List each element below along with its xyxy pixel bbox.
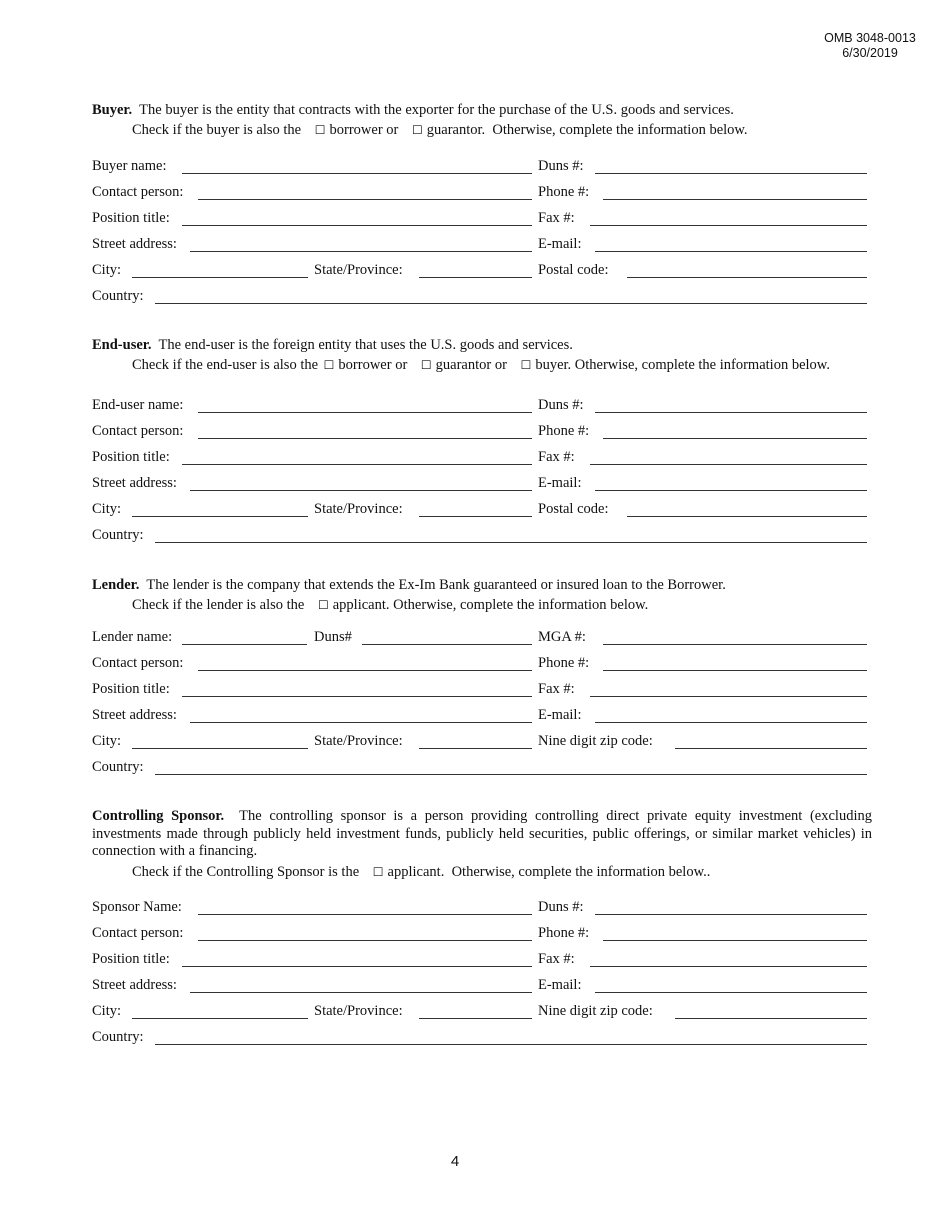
- enduser-opt-buyer: buyer.: [535, 357, 572, 373]
- enduser-intro-text: The end-user is the foreign entity that uses the U.S. goods and services.: [158, 337, 573, 353]
- sponsor-street-field[interactable]: [190, 992, 532, 993]
- enduser-intro: [92, 336, 872, 354]
- lender-intro: [92, 576, 872, 594]
- buyer-opt-guarantor: guarantor.: [426, 122, 486, 138]
- enduser-section: End-user. The end-user is the foreign entity that uses the U.S. goods and services. Check if the end-user is also the ☐ borrower or ☐ guarantor or ☐ buyer. Otherwise, complete the information below. End-user name: Duns #: Contact person: Phone #: Position title: Fax #: Street address: E-mail: City: State/Province: Postal code: Country:: [92, 336, 872, 551]
- enduser-email-field[interactable]: [595, 490, 867, 491]
- sponsor-intro: [92, 808, 872, 861]
- enduser-contact-field[interactable]: [198, 438, 532, 439]
- lender-city-field[interactable]: [132, 748, 308, 749]
- enduser-country-field[interactable]: [155, 542, 867, 543]
- enduser-duns-field[interactable]: [595, 412, 867, 413]
- sponsor-duns-field[interactable]: [595, 914, 867, 915]
- sponsor-check-line: Check if the Controlling Sponsor is the ☐ applicant. Otherwise, complete the information below..: [132, 863, 711, 880]
- lender-phone-field[interactable]: [603, 670, 867, 671]
- lender-section: Lender. The lender is the company that extends the Ex-Im Bank guaranteed or insured loan to the Borrower. Check if the lender is also the ☐ applicant. Otherwise, complete the information below. Lender name: Duns# MGA #: Contact person: Phone #: Position title: Fax #: Street address: E-mail: City: State/Province: Nine digit zip code: Country:: [92, 576, 872, 783]
- enduser-street-field[interactable]: [190, 490, 532, 491]
- sponsor-intro-text: The controlling sponsor is a person providing controlling direct private equity investment (excluding investments made through publicly held investment funds, publicly held securities, public offerings, or similar market vehicles) in connection with a financing.: [92, 808, 872, 859]
- lender-country-field[interactable]: [155, 774, 867, 775]
- buyer-postal-field[interactable]: [627, 277, 867, 278]
- lender-check-line: Check if the lender is also the ☐ applicant. Otherwise, complete the information below.: [132, 597, 649, 613]
- checkbox-icon[interactable]: ☐: [420, 358, 432, 372]
- sponsor-city-field[interactable]: [132, 1018, 308, 1019]
- buyer-intro-text: The buyer is the entity that contracts with the exporter for the purchase of the U.S. goods and services.: [139, 102, 734, 118]
- lender-fax-field[interactable]: [590, 696, 867, 697]
- buyer-city-field[interactable]: [132, 277, 308, 278]
- checkbox-icon[interactable]: ☐: [372, 864, 384, 879]
- omb-date: 6/30/2019: [842, 46, 898, 60]
- buyer-country-field[interactable]: [155, 303, 867, 304]
- enduser-name-field[interactable]: [198, 412, 532, 413]
- lender-street-field[interactable]: [190, 722, 532, 723]
- enduser-postal-field[interactable]: [627, 516, 867, 517]
- buyer-intro: [92, 101, 872, 119]
- lender-name-field[interactable]: [182, 644, 307, 645]
- lender-mga-field[interactable]: [603, 644, 867, 645]
- sponsor-name-field[interactable]: [198, 914, 532, 915]
- lender-intro-text: The lender is the company that extends the Ex-Im Bank guaranteed or insured loan to the Borrower.: [146, 577, 726, 593]
- buyer-fax-field[interactable]: [590, 225, 867, 226]
- checkbox-icon[interactable]: ☐: [323, 358, 335, 372]
- buyer-street-field[interactable]: [190, 251, 532, 252]
- buyer-position-field[interactable]: [182, 225, 532, 226]
- sponsor-position-field[interactable]: [182, 966, 532, 967]
- buyer-phone-field[interactable]: [603, 199, 867, 200]
- omb-number: OMB 3048-0013: [824, 31, 916, 45]
- sponsor-section: Controlling Sponsor. The controlling sponsor is a person providing controlling direct private equity investment (excluding investments made through publicly held investment funds, publicly held securities, public offerings, or similar market vehicles) in connection with a financing. Check if the Controlling Sponsor is the ☐ applicant. Otherwise, complete the information below.. Sponsor Name: Duns #: Contact person: Phone #: Position title: Fax #: Street address: E-mail: City: State/Province: Nine digit zip code: Country:: [92, 808, 872, 1045]
- checkbox-icon[interactable]: ☐: [412, 123, 423, 137]
- omb-header: [800, 31, 940, 61]
- buyer-heading: Buyer.: [92, 102, 133, 118]
- sponsor-phone-field[interactable]: [603, 940, 867, 941]
- enduser-heading: End-user.: [92, 337, 152, 353]
- lender-position-field[interactable]: [182, 696, 532, 697]
- page-number: 4: [450, 1153, 460, 1170]
- lender-contact-field[interactable]: [198, 670, 532, 671]
- lender-duns-field[interactable]: [362, 644, 532, 645]
- enduser-fax-field[interactable]: [590, 464, 867, 465]
- lender-zip-field[interactable]: [675, 748, 867, 749]
- lender-email-field[interactable]: [595, 722, 867, 723]
- checkbox-icon[interactable]: ☐: [314, 123, 326, 137]
- buyer-opt-borrower: borrower or: [329, 122, 399, 138]
- sponsor-country-field[interactable]: [155, 1044, 867, 1045]
- checkbox-icon[interactable]: ☐: [317, 598, 329, 612]
- lender-opt-applicant: applicant.: [332, 597, 390, 613]
- enduser-opt-borrower: borrower or: [338, 357, 408, 373]
- enduser-check-line: Check if the end-user is also the ☐ borrower or ☐ guarantor or ☐ buyer. Otherwise, complete the information below.: [132, 357, 830, 373]
- lender-heading: Lender.: [92, 577, 140, 593]
- sponsor-contact-field[interactable]: [198, 940, 532, 941]
- sponsor-opt-applicant: applicant.: [387, 863, 445, 880]
- buyer-contact-field[interactable]: [198, 199, 532, 200]
- enduser-state-field[interactable]: [419, 516, 532, 517]
- sponsor-email-field[interactable]: [595, 992, 867, 993]
- buyer-name-field[interactable]: [182, 173, 532, 174]
- enduser-phone-field[interactable]: [603, 438, 867, 439]
- enduser-opt-guarantor: guarantor or: [435, 357, 507, 373]
- sponsor-zip-field[interactable]: [675, 1018, 867, 1019]
- buyer-email-field[interactable]: [595, 251, 867, 252]
- sponsor-fax-field[interactable]: [590, 966, 867, 967]
- buyer-check-line: Check if the buyer is also the ☐ borrower or ☐ guarantor. Otherwise, complete the information below.: [132, 122, 748, 138]
- enduser-city-field[interactable]: [132, 516, 308, 517]
- lender-state-field[interactable]: [419, 748, 532, 749]
- checkbox-icon[interactable]: ☐: [520, 358, 532, 372]
- enduser-position-field[interactable]: [182, 464, 532, 465]
- sponsor-state-field[interactable]: [419, 1018, 532, 1019]
- buyer-duns-field[interactable]: [595, 173, 867, 174]
- buyer-state-field[interactable]: [419, 277, 532, 278]
- sponsor-heading: Controlling Sponsor.: [92, 808, 225, 824]
- buyer-section: Buyer. The buyer is the entity that contracts with the exporter for the purchase of the U.S. goods and services. Check if the buyer is also the ☐ borrower or ☐ guarantor. Otherwise, complete the information below. Buyer name: Duns #: Contact person: Phone #: Position title: Fax #: Street address: E-mail: City: State/Province: Postal code: Country:: [92, 101, 872, 312]
